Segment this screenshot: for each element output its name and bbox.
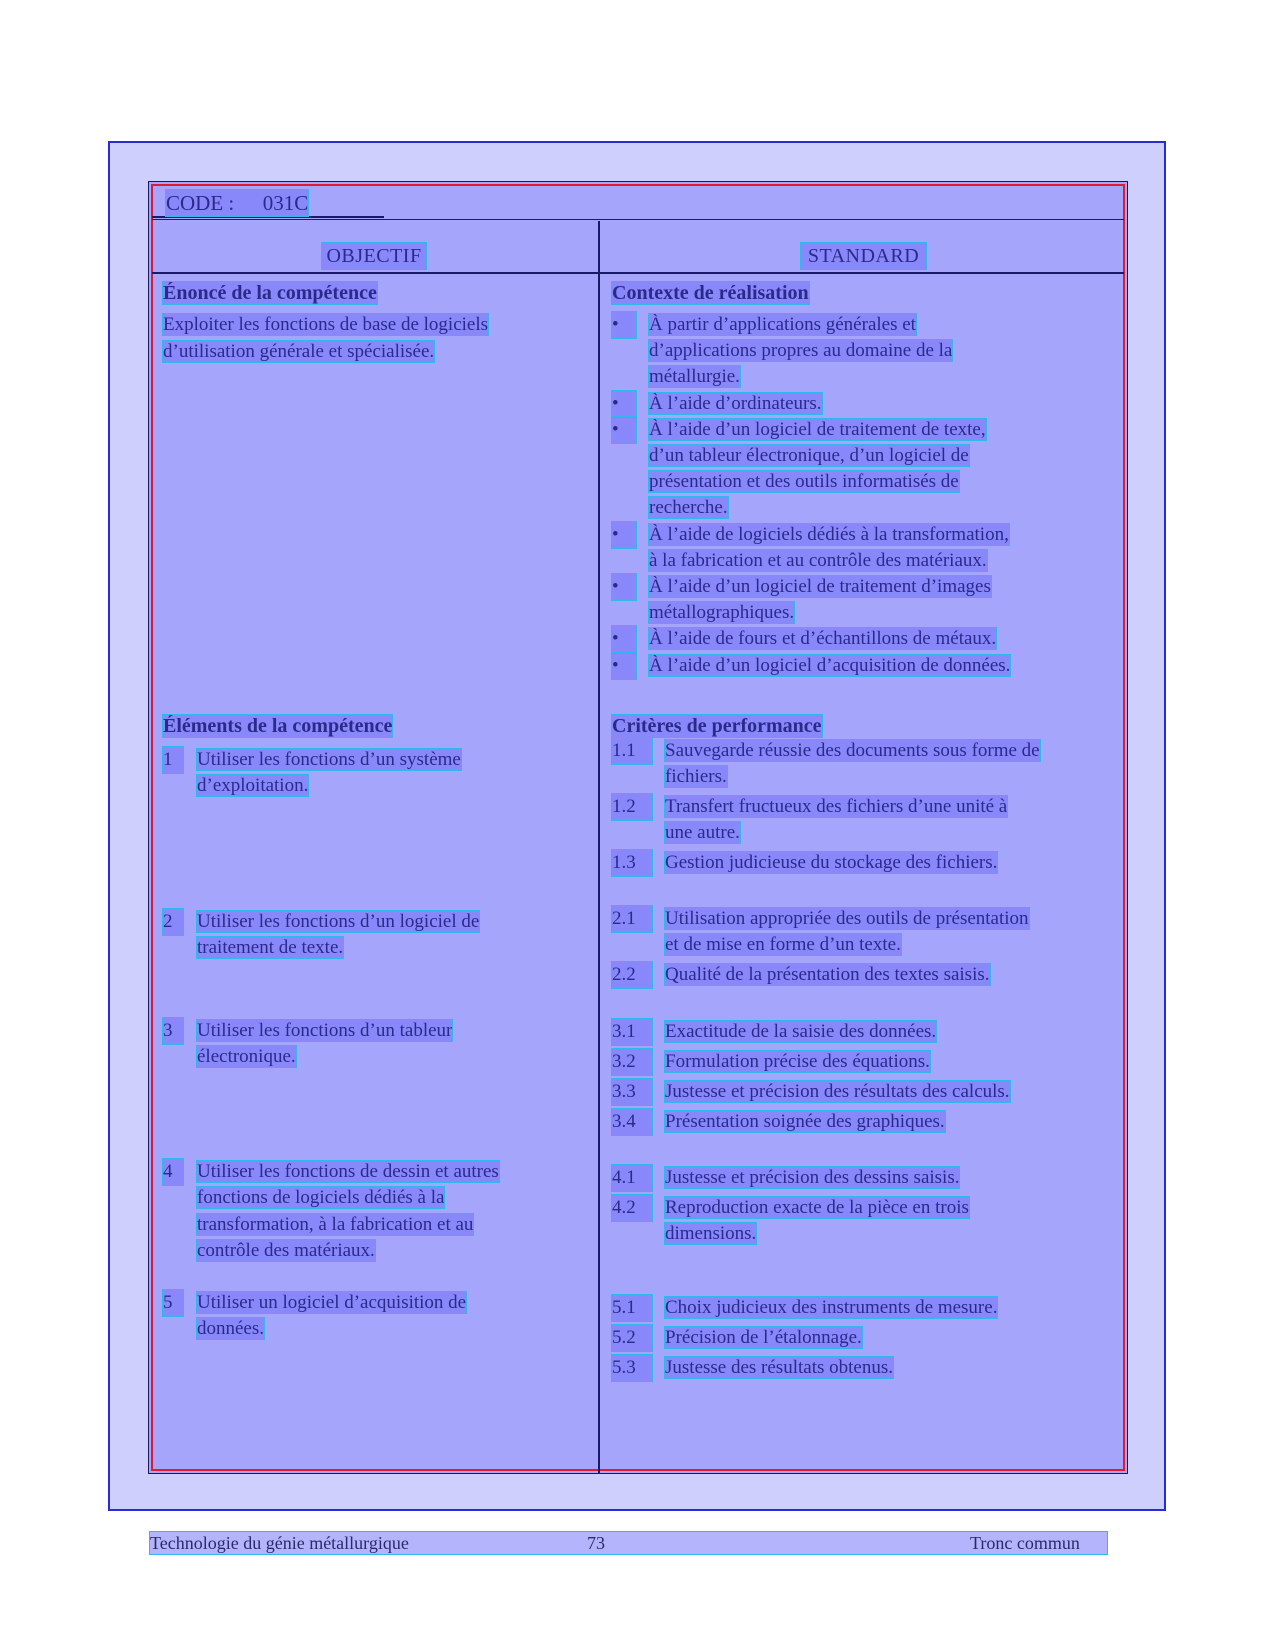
standard-header: STANDARD [801,243,926,269]
contexte-item [612,626,1117,652]
element-line: Utiliser les fonctions d’un tableur [197,1020,453,1041]
enonce-section [163,280,593,365]
contexte-item [612,522,1117,574]
contexte-title: Contexte de réalisation [612,282,809,304]
element-line: contrôle des matériaux. [197,1239,375,1261]
element-line: transformation, à la fabrication et au [197,1213,474,1235]
contexte-item [612,312,1117,391]
contexte-item-line: À l’aide de logiciels dédiés à la transformation, [649,523,1009,545]
element-line: traitement de texte. [197,937,344,959]
enonce-line: d’utilisation générale et spécialisée. [163,340,435,362]
element-number: 1 [163,747,183,773]
contexte-item-line: À partir d’applications générales et [649,314,916,335]
element-line: Utiliser les fonctions d’un système [197,749,461,770]
critere-line: Précision de l’étalonnage. [665,1327,862,1348]
element-item [163,1018,588,1071]
contexte-item-line: métallurgie. [649,366,740,388]
critere-line: dimensions. [665,1223,757,1245]
code-underline [152,216,384,218]
bullet-icon: • [612,417,636,443]
objectif-header: OBJECTIF [322,243,426,269]
critere-number: 5.2 [612,1325,652,1351]
contexte-item-line: recherche. [649,497,728,519]
bullet-icon: • [612,391,636,417]
critere-line: Justesse des résultats obtenus. [665,1357,893,1378]
critere-number: 3.3 [612,1079,652,1105]
contexte-item-line: présentation et des outils informatisés de [649,471,959,493]
element-number: 4 [163,1159,183,1185]
code-label: CODE : [166,191,235,215]
contexte-item [612,653,1117,679]
element-line: Utiliser les fonctions d’un logiciel de [197,911,480,932]
elements-header [163,713,593,739]
page-number: 73 [587,1533,605,1553]
critere-item [612,1049,1120,1075]
element-item [163,909,588,962]
critere-item [612,794,1120,847]
element-line: Utiliser les fonctions de dessin et autres [197,1161,499,1182]
critere-line: Sauvegarde réussie des documents sous forme de [665,740,1040,761]
critere-number: 1.3 [612,850,652,876]
critere-number: 2.2 [612,962,652,988]
element-line: d’exploitation. [197,775,309,797]
critere-line: Présentation soignée des graphiques. [665,1111,945,1132]
critere-number: 4.1 [612,1165,652,1191]
element-item [163,1290,588,1343]
contexte-item-line: À l’aide d’un logiciel de traitement d’images [649,576,991,598]
element-number: 3 [163,1018,183,1044]
critere-item [612,738,1120,791]
critere-line: Gestion judicieuse du stockage des fichiers. [665,852,998,873]
contexte-list [612,312,1117,679]
code-value: 031C [262,191,309,215]
element-number: 2 [163,909,183,935]
element-item [163,747,588,800]
critere-item [612,1195,1120,1248]
critere-line: Justesse et précision des résultats des calculs. [665,1081,1010,1102]
critere-number: 1.1 [612,738,652,764]
footer-program: Tronc commun [970,1533,1080,1553]
bullet-icon: • [612,574,636,600]
contexte-item [612,391,1117,417]
bullet-icon: • [612,312,636,338]
bullet-icon: • [612,626,636,652]
contexte-item-line: d’applications propres au domaine de la [649,340,953,362]
contexte-item-line: À l’aide de fours et d’échantillons de métaux. [649,628,997,650]
critere-item [612,1019,1120,1045]
critere-number: 5.1 [612,1295,652,1321]
critere-line: une autre. [665,822,740,844]
critere-item [612,1079,1120,1105]
contexte-item [612,417,1117,522]
critere-line: Justesse et précision des dessins saisis. [665,1167,960,1188]
bullet-icon: • [612,522,636,548]
footer-title: Technologie du génie métallurgique [150,1533,409,1553]
contexte-item-line: à la fabrication et au contrôle des matériaux. [649,549,987,571]
element-line: Utiliser un logiciel d’acquisition de [197,1292,467,1313]
contexte-item-line: d’un tableur électronique, d’un logiciel de [649,445,969,467]
contexte-section [612,280,1117,679]
critere-number: 3.4 [612,1109,652,1135]
contexte-item-line: À l’aide d’un logiciel d’acquisition de données. [649,654,1011,676]
critere-number: 1.2 [612,794,652,820]
element-number: 5 [163,1290,183,1316]
critere-line: Exactitude de la saisie des données. [665,1021,937,1042]
enonce-text [163,312,593,365]
column-divider [598,221,600,1474]
critere-item [612,850,1120,876]
critere-number: 3.2 [612,1049,652,1075]
elements-title: Éléments de la compétence [163,715,393,737]
enonce-line: Exploiter les fonctions de base de logiciels [163,314,489,335]
critere-line: Choix judicieux des instruments de mesure. [665,1297,998,1318]
critere-item [612,1325,1120,1351]
critere-number: 2.1 [612,906,652,932]
critere-line: fichiers. [665,766,727,788]
element-line: fonctions de logiciels dédiés à la [197,1187,445,1209]
critere-item [612,1355,1120,1381]
element-item [163,1159,588,1264]
critere-number: 5.3 [612,1355,652,1381]
bullet-icon: • [612,653,636,679]
critere-number: 3.1 [612,1019,652,1045]
contexte-item-line: métallographiques. [649,602,795,624]
critere-item [612,906,1120,959]
element-line: données. [197,1318,265,1340]
contexte-item-line: À l’aide d’ordinateurs. [649,392,822,414]
column-header-divider [152,272,1124,274]
header-divider [152,219,1124,220]
critere-item [612,1165,1120,1191]
critere-line: Reproduction exacte de la pièce en trois [665,1197,969,1218]
critere-item [612,1109,1120,1135]
code-field [166,190,308,216]
critere-line: Utilisation appropriée des outils de présentation [665,908,1029,929]
critere-line: Qualité de la présentation des textes saisis. [665,964,990,985]
element-line: électronique. [197,1046,296,1068]
criteres-title: Critères de performance [612,715,822,737]
contexte-item [612,574,1117,626]
enonce-title: Énoncé de la compétence [163,282,377,304]
critere-item [612,1295,1120,1321]
critere-line: et de mise en forme d’un texte. [665,934,901,956]
critere-item [612,962,1120,988]
criteres-header [612,713,1117,739]
contexte-item-line: À l’aide d’un logiciel de traitement de texte, [649,418,986,440]
critere-line: Formulation précise des équations. [665,1051,930,1072]
critere-line: Transfert fructueux des fichiers d’une unité à [665,796,1008,817]
critere-number: 4.2 [612,1195,652,1221]
